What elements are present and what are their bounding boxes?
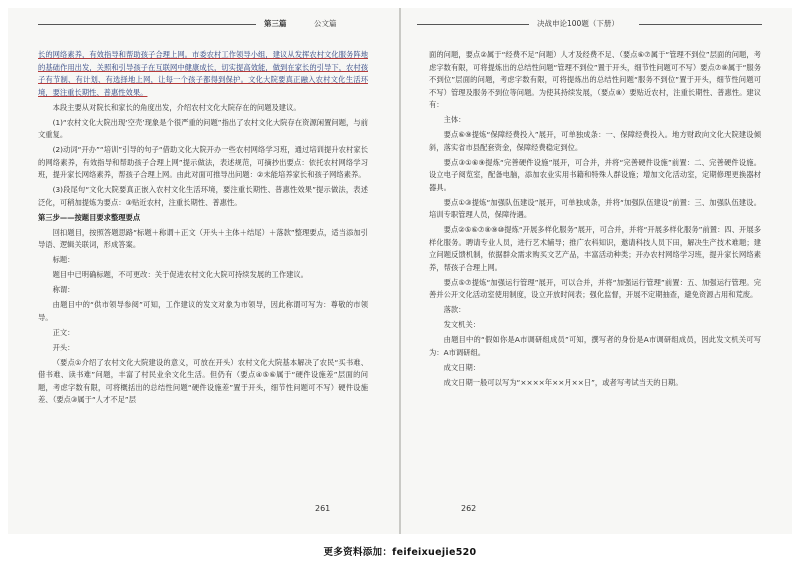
book-title: 决战申论100题（下册） <box>537 19 619 28</box>
highlighted-text: 长的网络素养，有效指导和帮助孩子合理上网。市委农村工作领导小组，建议从发挥农村文化服务阵地的基础作用出发，关照和引导孩子在互联网中健康成长，切实提高效能，做到在家长的引导下，农村孩子有节制、有计划、有选择地上网，让每一个孩子都得到保护。文化大院要真正融入农村文化生活环境，要注重长期性、普惠性效果。 <box>38 50 368 97</box>
paragraph: 要点②⑤⑥⑦⑧⑨⑩提炼“开展多样化服务”展开，可合并，并将“开展多样化服务”前置：四、开展多样化服务。聘请专业人员，进行艺术辅导；推广农科知识，邀请科技人员下田，解决生产技术难题；建立问题反馈机制，依据群众需求购买文艺产品，丰富活动种类；开办农村网络学习班，提升家长网络素养，帮孩子合理上网。 <box>429 225 761 272</box>
paragraph <box>38 49 368 99</box>
paragraph: 要点③①⑥⑨提炼“完善硬件设施”展开，可合并，并将“完善硬件设施”前置：二、完善硬件设施。设立电子阅览室，配备电脑，添加农业实用书籍和特殊人群设施；增加文化活动室，定期修理更换器材器具。 <box>429 157 761 192</box>
left-page-body <box>38 49 368 497</box>
paragraph: (3)段尾句“文化大院要真正嵌入农村文化生活环境，要注重长期性、普惠性效果”提示做法，表述泛化，可稍加提炼为要点：③贴近农村，注重长期性、普惠性。 <box>38 185 368 207</box>
paragraph: (2)动词“开办”“培训”引导的句子“借助文化大院开办一些农村网络学习班，通过培训提升农村家长的网络素养，有效指导和帮助孩子合理上网”提示做法，表述规范，可摘抄出要点：依托农村网络学习班，提升家长网络素养，帮孩子合理上网。由此对面可推导出问题：②未能培养家长和孩子网络素养。 <box>38 145 368 179</box>
header-rule <box>639 24 762 25</box>
page-number: 261 <box>315 504 331 513</box>
field-label: 发文机关： <box>443 320 481 329</box>
paragraph: 成文日期一般可以写为“××××年××月××日”，或者写考试当天的日期。 <box>443 377 683 387</box>
paragraph: 回扣题目，按照答题思路“标题＋称谓＋正文（开头＋主体＋结尾）＋落款”整理要点，适当添加引导语、逻辑关联词，形成答案。 <box>38 227 368 249</box>
paragraph: (1)“农村文化大院出现‘空壳’现象是个很严重的问题”指出了农村文化大院存在资源闲置问题，与前文重复。 <box>38 117 368 139</box>
book-spread <box>8 8 792 534</box>
section-label: 公文篇 <box>314 19 337 28</box>
left-page <box>8 8 399 534</box>
field-label: 称谓： <box>52 285 75 294</box>
field-label: 开头： <box>52 342 75 352</box>
paragraph: 要点⑤⑦提炼“加强运行管理”展开，可以合并，并将“加强运行管理”前置：五、加强运行管理。完善并公开文化活动室使用制度，设立开放时间表；强化监督，开展不定期抽查，避免资源占用和荒废。 <box>429 277 761 299</box>
field-label: 正文： <box>52 327 75 337</box>
paragraph: 由题目中的“供市领导参阅”可知，工作建议的发文对象为市领导，因此称谓可写为：尊敬的市领导。 <box>38 300 368 322</box>
step-heading: 第三步——按题目要求整理要点 <box>38 212 141 222</box>
field-label: 标题： <box>52 255 75 264</box>
paragraph: 面的问题，要点②属于“经费不足”问题）人才及经费不足、（要点⑥⑦属于“管理不到位”层面的问题，考虑字数有限，可将提炼出的总结性问题“管理不到位”置于开头，细节性问题可不写）要点⑦⑧属于“服务不到位”层面的问题，考虑字数有限，可将提炼出的总结性问题“服务不到位”置于开头，细节性问题可不写）管理及服务不到位等问题。为使其持续发展，（要点⑧）要贴近农村，注重长期性、普惠性。建议有： <box>429 50 761 109</box>
paragraph: 本段主要从对院长和家长的角度出发，介绍农村文化大院存在的问题及建议。 <box>52 102 301 112</box>
paragraph: 由题目中的“假如你是A市调研组成员”可知，撰写者的身份是A市调研组成员，因此发文机关可写为：A市调研组。 <box>429 335 761 357</box>
chapter-label: 第三篇 <box>264 19 287 28</box>
footer-watermark: 更多资料添加：feifeixuejie520 <box>323 547 477 558</box>
paragraph: 要点①③提炼“加强队伍建设”展开，可单独成条，并将“加强队伍建设”前置：三、加强队伍建设。培训专职管理人员，保障待遇。 <box>429 197 761 219</box>
header-rule <box>417 24 529 25</box>
paragraph: 要点⑥⑨提炼“保障经费投入”展开，可单独成条：一、保障经费投入。地方财政向文化大院建设倾斜，落实省市县配套资金，保障经费稳定到位。 <box>429 130 761 152</box>
field-label: 成文日期： <box>443 362 481 372</box>
field-label: 主体： <box>443 115 466 124</box>
paragraph: 题目中已明确标题，不可更改：关于促进农村文化大院可持续发展的工作建议。 <box>52 270 308 279</box>
field-label: 落款： <box>443 305 466 314</box>
right-running-header <box>417 17 762 31</box>
left-running-header <box>38 17 383 31</box>
header-rule <box>38 24 256 25</box>
paragraph: （要点①介绍了农村文化大院建设的意义，可放在开头）农村文化大院基本解决了农民“买书难、借书难、读书难”问题，丰富了村民业余文化生活。但仍有（要点④⑤⑥属于“硬件设施差”层面的问题，考虑字数有限，可将概括出的总结性问题“硬件设施差”置于开头，细节性问题可不写）硬件设施差、（要点③属于“人才不足”层 <box>38 357 368 404</box>
page-number: 262 <box>461 504 477 513</box>
right-page-body <box>429 49 761 497</box>
right-page <box>401 8 792 534</box>
